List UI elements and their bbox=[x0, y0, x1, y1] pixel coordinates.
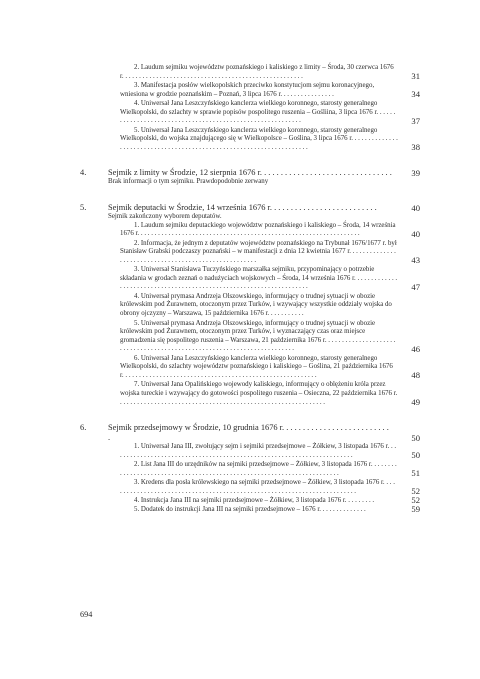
chapter-number: 6. bbox=[80, 423, 87, 433]
toc-entry[interactable]: 4. Uniwersał Jana Leszczyńskiego kanclerza wielkiego koronnego, starosty generalnego Wielkopolski, do szlachty w sprawie popisów pospolitego ruszenia – Gośliina, 3 lipca 1676 r. . . . . . . . . . . . . . . . . . . . . . . . . . . . . . . . . . . . . . . . . . . . . . . . . . . . . . . . . . . 37 bbox=[120, 100, 420, 126]
dot-leader: . . . . . . . . bbox=[348, 496, 375, 504]
toc-entry[interactable]: 5. Dodatek do instrukcji Jana III na sejmiki przedsejmowe – 1676 r. . . . . . . . . . . . . . 59 bbox=[134, 504, 420, 515]
page-number: 39 bbox=[411, 168, 420, 179]
page-number: 52 bbox=[411, 495, 420, 506]
chapter-number: 4. bbox=[80, 168, 87, 178]
toc-entry[interactable]: 6. Uniwersał Jana Leszczyńskiego kanclerza wielkiego koronnego, starosty generalnego Wielkopolski, do szlachty województw poznańskiego i kaliskiego – Goślina, 21 października 1676 r. . . . . . . . . . . . . . . . . . . . . . . . . . . . . . . . . . . . . . . . . . . . . . . . . . . . . . . . . 48 bbox=[120, 354, 420, 381]
dot-leader: . . . . . . . . . . . . . . . . . . . . . . . . . . . . . . . . . . . . . . . . . . . . . . . . . . . . . . . . . . . . . . . . . . . . . . bbox=[120, 443, 397, 459]
toc-entry[interactable]: 3. Kredens dla posła królewskiego na sejmiki przedsejmowe – Żółkiew, 3 listopada 1676 r. . . . . . . . . . . . . . . . . . . . . . . . . . . . . . . . . . . . . . . . . . . . . . . . . . . . . . . . . . . . . . . . . . . . . . . . . 52 bbox=[120, 479, 420, 497]
dot-leader: . . . . . . . . . . bbox=[270, 310, 304, 318]
page-number: 51 bbox=[411, 468, 420, 479]
page-number: 48 bbox=[411, 370, 420, 381]
dot-leader: . . . . . . . . . . . . . bbox=[322, 505, 366, 513]
dot-leader: . . . . . . . . . . . . . . . . . . . . . . . . . . . . . . . bbox=[264, 168, 392, 178]
page-number: 40 bbox=[411, 228, 420, 239]
page-number: 47 bbox=[411, 281, 420, 292]
dot-leader: . . . . . . . . . . . . . . . . . . . . . . . . . . . . . . . . . . . . . . . . . . . . . . . . . . . . . . . . . . . . . . . . . . . . . . . bbox=[120, 461, 397, 477]
toc-entry[interactable]: 1. Uniwersał Jana III, zwołujący sejm i sejmiki przedsejmowe – Żółkiew, 3 listopada 1676 r. . . . . . . . . . . . . . . . . . . . . . . . . . . . . . . . . . . . . . . . . . . . . . . . . . . . . . . . . . . . . . . . . . . . . . . 50 bbox=[120, 443, 420, 461]
chapter-number: 5. bbox=[80, 203, 87, 213]
toc-entry[interactable]: 4. Uniwersał prymasa Andrzeja Olszowskiego, informujący o trudnej sytuacji w obozie królewskim pod Żurawnem, otoczonym przez Turków, i wzywający wszystkie oddziały wojska do obrony ojczyzny – Warszawa, 15 października 1676 r. . . . . . . . . . . bbox=[120, 292, 392, 318]
toc-entry[interactable]: 2. Laudum sejmiku województw poznańskiego i kaliskiego z limity – Środa, 30 czerwca 1676 r. . . . . . . . . . . . . . . . . . . . . . . . . . . . . . . . . . . . . . . . . . . . . . . . . . . . . 31 bbox=[120, 64, 420, 82]
toc-chapter[interactable]: 4. Sejmik z limity w Środzie, 12 sierpnia 1676 r. . . . . . . . . . . . . . . . . . . . . . . . . . . . . . . . 39 bbox=[80, 168, 420, 179]
toc-chapter[interactable]: 5. Sejmik deputacki w Środzie, 14 września 1676 r. . . . . . . . . . . . . . . . . . . . . . . . . . 40 bbox=[80, 203, 420, 214]
page-number: 34 bbox=[411, 89, 420, 100]
toc-entry[interactable]: 2. Informacja, że jednym z deputatów województw poznańskiego na Trybunał 1676/1677 r. był Stanisław Grabski podczaszy poznański – w manifestacji z dnia 12 kwietnia 1677 r. . . . . . . . . . . . . . . . . . . . . . . . . . . . . . . . . . . . . . . . . . . . . . . . . . . . . . 43 bbox=[120, 239, 420, 266]
dot-leader: . . . . . . . . . . . . . . . . . . . . . . . . . . . . . . . . . . . . . . . . . . . . . . . . . . . . . . . . . . . . bbox=[120, 398, 325, 406]
dot-leader: . . . . . . . . . . . . . . . . . . . . . . . . . bbox=[274, 203, 377, 213]
toc-entry[interactable]: 5. Uniwersał Jana Leszczyńskiego kanclerza wielkiego koronnego, starosty generalnego Wielkopolski, do wojska znajdującego się w Wielkopolsce – Goślina, 3 lipca 1676 r. . . . . . . . . . . . . . . . . . . . . . . . . . . . . . . . . . . . . . . . . . . . . . . . . . . . . . . . . . . . . . . . . . . . . 38 bbox=[120, 126, 420, 153]
dot-leader: . . . . . . . . . . . . . . . . . . . . . . . . . . . . . . . . . . . . . . . . . . . . . . . . . . . . . . . . bbox=[125, 371, 317, 379]
dot-leader: . . . . . . . . . . . . . . . . . . . . . . . . . . . . . . . . . . . . . . . . . . . . . . . . . . . . . . . . . . . . . . . . bbox=[140, 230, 360, 238]
toc-entry[interactable]: 3. Manifestacja posłów wielkopolskich przeciwko konstytucjom sejmu koronacyjnego, wniesiona w grodzie poznańskim – Poznań, 3 lipca 1676 r. . . . . . . . . . . . . . . . 34 bbox=[120, 82, 420, 100]
page-number: 46 bbox=[411, 343, 420, 354]
table-of-contents bbox=[80, 64, 420, 514]
page-number: 43 bbox=[411, 255, 420, 266]
page-number: 50 bbox=[411, 450, 420, 461]
toc-entry[interactable]: 3. Uniwersał Stanisława Tuczyńskiego marszałka sejmiku, przypominający o potrzebie składania w grodach zeznań o nadużyciach wojskowych – Środa, 14 września 1676 r. . . . . . . . . . . . . . . . . . . . . . . . . . . . . . . . . . . . . . . . . . . . . . . . . . . . . . . . . . . . . . . . . . . . 47 bbox=[120, 266, 420, 292]
toc-entry[interactable]: 7. Uniwersał Jana Opalińskiego wojewody kaliskiego, informujący o oblężeniu króla przez wojska tureckie i wzywający do gotowości pospolitego ruszenia – Osieczna, 22 października 1676 r. . . . . . . . . . . . . . . . . . . . . . . . . . . . . . . . . . . . . . . . . . . . . . . . . . . . . . . . . . . . . 49 bbox=[120, 381, 420, 408]
toc-entry[interactable]: 4. Instrukcja Jana III na sejmiki przedsejmowe – Żółkiew, 3 listopada 1676 r. . . . . . . . . 52 bbox=[134, 495, 420, 506]
page-number: 31 bbox=[411, 71, 420, 82]
page-number: 49 bbox=[411, 397, 420, 408]
dot-leader: . . . . . . . . . . . . . . . . . . . . . . . . . . . . . . . . . . . . . . . . . . . . . . . . . . . . bbox=[125, 72, 303, 80]
toc-note: Sejmik zakończony wyborem deputatów. bbox=[108, 213, 222, 221]
dot-leader: . . . . . . . . . . . . . . . . . . . . . . . . . . . . . . . . . . . . . . . . . . . . . . . . . . . . . . . . . . bbox=[120, 108, 396, 125]
toc-chapter[interactable]: 6. Sejmik przedsejmowy w Środzie, 10 grudnia 1676 r. . . . . . . . . . . . . . . . . . . . . . . . . . . 50 bbox=[80, 423, 420, 444]
page-number: 40 bbox=[411, 203, 420, 214]
page-number: 38 bbox=[411, 142, 420, 153]
dot-leader: . . . . . . . . . . . . . . . . . . . . . . . . . . . . . . . . . . . . . . . . . . . . . . . . . . . . . . . . . . . . . . . . . . . . . . . . bbox=[120, 479, 395, 495]
page-folio-number: 694 bbox=[80, 610, 93, 619]
dot-leader: . . . . . . . . . . . . . . . . . . . . . . . . . . . . . . . . . . . . . . . . . . . . . . . . . . . . . . . . . . . . . . . . . . . bbox=[120, 274, 398, 291]
toc-entry[interactable]: 1. Laudum sejmiku deputackiego województw poznańskiego i kaliskiego – Środa, 14 września 1676 r. . . . . . . . . . . . . . . . . . . . . . . . . . . . . . . . . . . . . . . . . . . . . . . . . . . . . . . . . . . . . . . . . 40 bbox=[120, 221, 420, 239]
page-number: 50 bbox=[411, 433, 420, 444]
toc-entry[interactable]: 2. List Jana III do urzędników na sejmiki przedsejmowe – Żółkiew, 3 listopada 1676 r. . . . . . . . . . . . . . . . . . . . . . . . . . . . . . . . . . . . . . . . . . . . . . . . . . . . . . . . . . . . . . . . . . . . . . . . 51 bbox=[120, 461, 420, 479]
dot-leader: . . . . . . . . . . . . . . . . . . . . . . . . . . . . . . . . . . . . . . . . . . . . . . . . . . . . . bbox=[120, 248, 396, 264]
page-number: 59 bbox=[411, 504, 420, 515]
page-number: 37 bbox=[411, 115, 420, 126]
dot-leader: . . . . . . . . . . . . . . . bbox=[283, 90, 334, 98]
dot-leader: . . . . . . . . . . . . . . . . . . . . . . . . . . . . . . . . . . . . . . . . . . . . . . . . . . . . . . . . . . . . . . . . . . . . bbox=[120, 135, 398, 151]
page-number: 52 bbox=[411, 486, 420, 497]
dot-leader: . . . . . . . . . . . . . . . . . . . . . . . . . . . . . . . . . . . . . . . . . . . . . . . . . . . . . . . . . . . . . . . . . . . . . . . bbox=[120, 336, 396, 353]
toc-note: Brak informacji o tym sejmiku. Prawdopodobnie zerwany bbox=[108, 178, 269, 186]
toc-entry[interactable]: 5. Uniwersał prymasa Andrzeja Olszowskiego, informujący o trudnej sytuacji w obozie królewskim pod Żurawnem, otoczonym przez Turków, i wyznaczający czas oraz miejsce gromadzenia się pospolitego ruszenia – Warszawa, 21 października 1676 r. . . . . . . . . . . . . . . . . . . . . . . . . . . . . . . . . . . . . . . . . . . . . . . . . . . . . . . . . . . . . . . . . . . . . . . . 46 bbox=[120, 319, 420, 354]
dot-leader: . . . . . . . . . . . . . . . . . . . . . . . . . . bbox=[108, 423, 389, 443]
